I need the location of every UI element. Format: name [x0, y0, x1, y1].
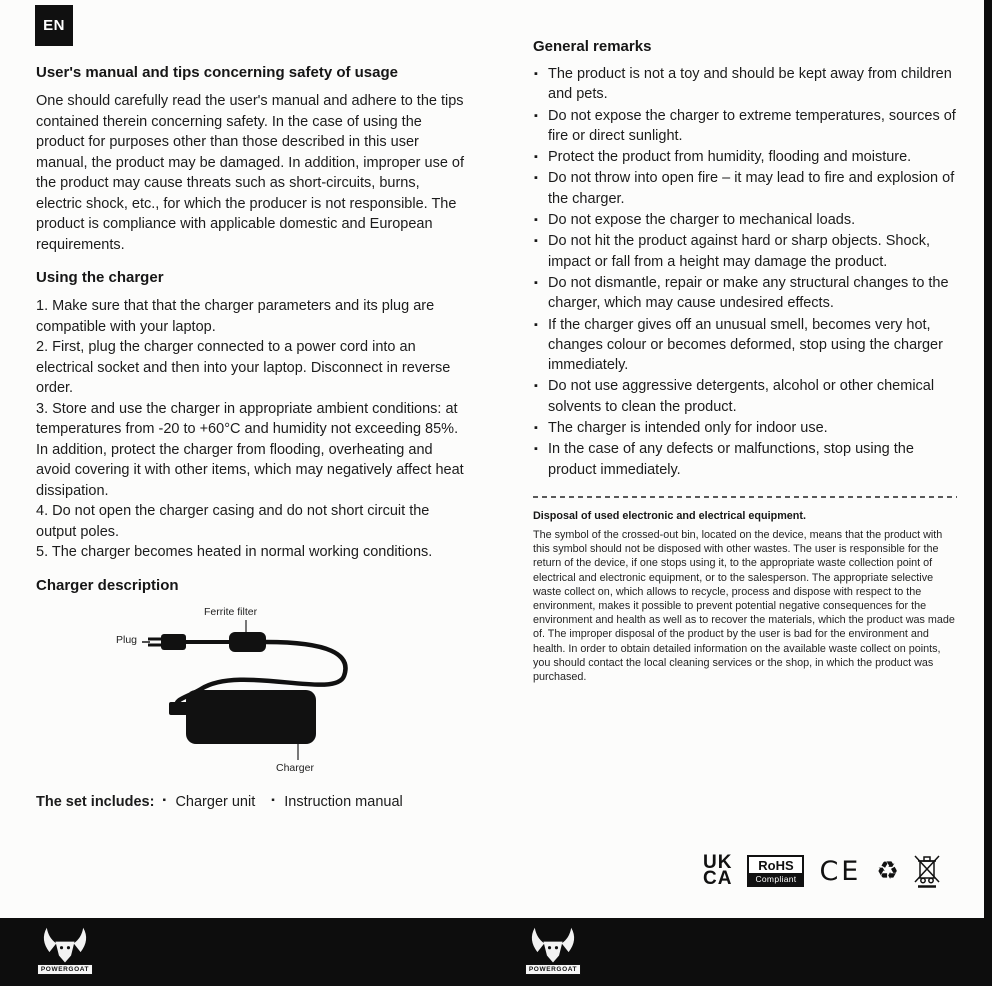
step-item: 3. Store and use the charger in appropriate ambient conditions: at temperatures from -20 to +60°C and humidity not exceeding 85%. In addition, protect the charger from flooding, overheating and avoid covering it with other items, which may negatively affect heat dissipation. — [36, 400, 464, 499]
disposal-paragraph: The symbol of the crossed-out bin, located on the device, means that the product with this symbol should not be disposed with other wastes. The user is responsible for the return of the device, if one stops using it, to the appropriate waste collection point of electrical and electronic equipment, or to the salesperson. The appropriate selective waste collect on, which allows to recycle, process and dispose with respect to the environment, makes it possible to prevent potential negative consequences for the environment and health as well as to recover the materials, which the product was made of. The improper disposal of the product by the user is bad for the environment and health. In order to obtain detailed information on the available waste collect on points, you should contact the local cleaning services or the shop, in which the product was purchased. — [533, 528, 955, 683]
remark-item: ▪ Do not hit the product against hard or sharp objects. Shock, impact or fall from a height may damage the product. — [533, 231, 957, 272]
set-includes-list — [162, 794, 402, 810]
brand-banner: POWERGOAT — [37, 964, 93, 975]
using-charger-heading: Using the charger — [36, 269, 164, 286]
set-includes-item: ▪ Instruction manual — [271, 794, 402, 810]
dashed-divider — [533, 496, 957, 498]
step-item: 2. First, plug the charger connected to a power cord into an electrical socket and then into your laptop. Disconnect in reverse order. — [36, 339, 451, 396]
remark-item: ▪ The charger is intended only for indoor use. — [533, 418, 957, 438]
charger-diagram-drawing — [36, 602, 466, 782]
ukca-top-text: UK — [703, 852, 733, 873]
charger-diagram — [36, 602, 466, 782]
charger-label: Charger — [276, 761, 314, 774]
remark-item: ▪ Do not dismantle, repair or make any structural changes to the charger, which may cause undesired effects. — [533, 273, 957, 314]
intro-paragraph: One should carefully read the user's manual and adhere to the tips contained therein concerning safety. In the case of using the product for purposes other than those described in this user manual, the product may be damaged. In addition, improper use of the product may cause threats such as short-circuits, burns, electric shock, etc., for which the producer is not responsible. The product is compliance with applicable domestic and European requirements. — [36, 93, 465, 253]
footer-bar — [0, 918, 992, 986]
general-remarks-list — [533, 64, 957, 480]
remark-item: ▪ Do not expose the charger to mechanical loads. — [533, 210, 957, 230]
left-column — [36, 64, 466, 810]
powergoat-logo — [38, 924, 92, 975]
goat-icon — [39, 924, 91, 968]
step-item: 5. The charger becomes heated in normal working conditions. — [36, 544, 433, 560]
step-item: 1. Make sure that that the charger parameters and its plug are compatible with your laptop. — [36, 298, 435, 335]
right-column — [533, 38, 957, 684]
set-includes-item: ▪ Charger unit — [162, 794, 255, 810]
rohs-label: RoHS — [758, 858, 794, 873]
remark-item: ▪ Protect the product from humidity, flooding and moisture. — [533, 147, 957, 167]
weee-bin-icon — [914, 854, 940, 888]
general-remarks-heading: General remarks — [533, 38, 652, 55]
goat-icon — [527, 924, 579, 968]
disposal-heading: Disposal of used electronic and electrical equipment. — [533, 509, 806, 522]
recycling-icon: ♻ — [876, 856, 899, 885]
ukca-bottom-text: CA — [703, 868, 733, 889]
certification-marks — [703, 846, 955, 896]
powergoat-logo — [526, 924, 580, 975]
brand-banner: POWERGOAT — [525, 964, 581, 975]
remark-item: ▪ Do not use aggressive detergents, alcohol or other chemical solvents to clean the product. — [533, 376, 957, 417]
rohs-compliant-label: Compliant — [749, 873, 802, 885]
using-charger-steps — [36, 296, 466, 563]
step-item: 4. Do not open the charger casing and do not short circuit the output poles. — [36, 503, 430, 540]
set-includes-row — [36, 794, 466, 810]
plug-label: Plug — [116, 633, 138, 646]
page-edge-strip — [984, 0, 992, 920]
remark-item: ▪ Do not expose the charger to extreme temperatures, sources of fire or direct sunlight. — [533, 106, 957, 147]
ferrite-filter-label: Ferrite filter — [204, 605, 258, 618]
set-includes-label: The set includes: — [36, 793, 155, 810]
remark-item: ▪ In the case of any defects or malfunctions, stop using the product immediately. — [533, 439, 957, 480]
ce-mark: CE — [819, 855, 862, 887]
remark-item: ▪ Do not throw into open fire – it may lead to fire and explosion of the charger. — [533, 168, 957, 209]
charger-description-heading: Charger description — [36, 576, 179, 594]
ukca-mark — [703, 852, 733, 889]
remark-item: ▪ The product is not a toy and should be kept away from children and pets. — [533, 64, 957, 105]
remark-item: ▪ If the charger gives off an unusual smell, becomes very hot, changes colour or becomes deformed, stop using the charger immediately. — [533, 315, 957, 376]
intro-heading: User's manual and tips concerning safety of usage — [36, 64, 398, 81]
rohs-mark — [747, 855, 804, 887]
language-badge: EN — [35, 5, 73, 46]
